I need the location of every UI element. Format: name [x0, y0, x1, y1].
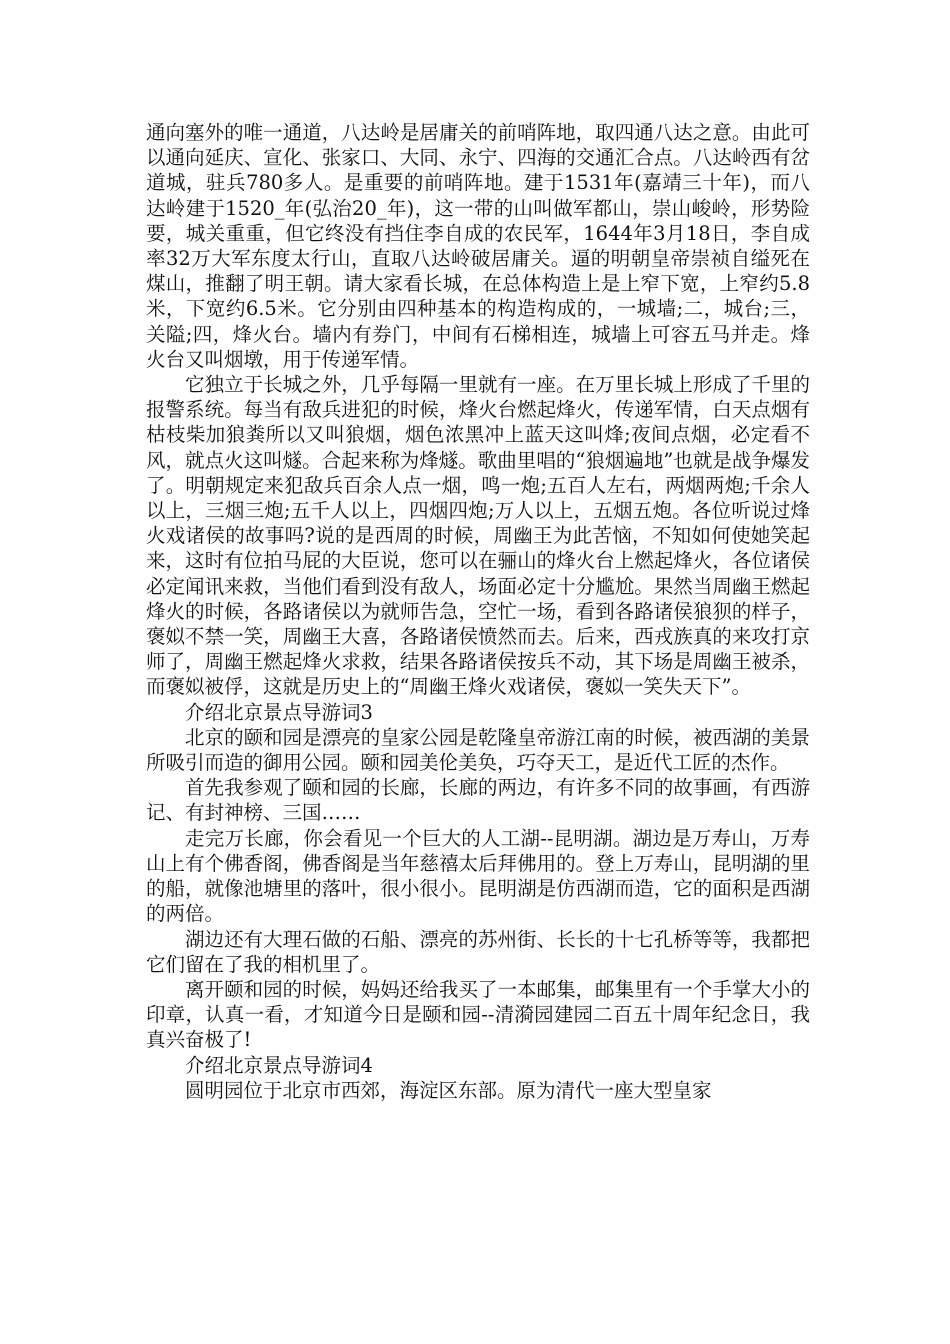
paragraph-yuanmingyuan: 圆明园位于北京市西郊，海淀区东部。原为清代一座大型皇家 — [185, 1078, 712, 1102]
paragraph-summer-palace-intro: 北京的颐和园是漂亮的皇家公园是乾隆皇帝游江南的时候，被西湖的美景所吸引而造的御用公园。颐和园美伦美奂，巧夺天工，是近代工匠的杰作。 — [146, 725, 810, 775]
document-page — [146, 120, 810, 1103]
paragraph-long-corridor: 首先我参观了颐和园的长廊，长廊的两边，有许多不同的故事画，有西游记、有封神榜、三国…… — [146, 776, 810, 825]
paragraph-marble-boat: 湖边还有大理石做的石船、漂亮的苏州街、长长的十七孔桥等等，我都把它们留在了我的相机里了。 — [146, 927, 810, 976]
section-heading-4: 介绍北京景点导游词4 — [185, 1053, 373, 1077]
paragraph-kunming-lake: 走完万长廊，你会看见一个巨大的人工湖--昆明湖。湖边是万寿山，万寿山上有个佛香阁，佛香阁是当年慈禧太后拜佛用的。登上万寿山，昆明湖的里的船，就像池塘里的落叶，很小很小。昆明湖是仿西湖而造，它的面积是西湖的两倍。 — [146, 826, 810, 926]
paragraph-stamp-album: 离开颐和园的时候，妈妈还给我买了一本邮集，邮集里有一个手掌大小的印章，认真一看，才知道今日是颐和园--清漪园建园二百五十周年纪念日，我真兴奋极了! — [146, 977, 810, 1052]
paragraph-great-wall-passes: 通向塞外的唯一通道，八达岭是居庸关的前哨阵地，取四通八达之意。由此可以通向延庆、宣化、张家口、大同、永宁、四海的交通汇合点。八达岭西有岔道城，驻兵780多人。是重要的前哨阵地。建于1531年(嘉靖三十年)，而八达岭建于1520_年(弘治20_年)，这一带的山叫做军都山，崇山峻岭，形势险要，城关重重，但它终没有挡住李自成的农民军，1644年3月18日，李自成率32万大军东度太行山，直取八达岭破居庸关。逼的明朝皇帝崇祯自缢死在煤山，推翻了明王朝。请大家看长城，在总体构造上是上窄下宽，上窄约5.8米，下宽约6.5米。它分别由四种基本的构造构成的，一城墙;二，城台;三，关隘;四，烽火台。墙内有券门，中间有石梯相连，城墙上可容五马并走。烽火台又叫烟墩，用于传递军情。 — [146, 121, 810, 371]
section-heading-3: 介绍北京景点导游词3 — [185, 700, 373, 724]
paragraph-beacon-towers: 它独立于长城之外，几乎每隔一里就有一座。在万里长城上形成了千里的报警系统。每当有敌兵进犯的时候，烽火台燃起烽火，传递军情，白天点烟有枯枝柴加狼粪所以又叫狼烟，烟色浓黑冲上蓝天这叫烽;夜间点烟，必定看不风，就点火这叫燧。合起来称为烽燧。歌曲里唱的“狼烟遍地”也就是战争爆发了。明朝规定来犯敌兵百余人点一烟，鸣一炮;五百人左右，两烟两炮;千余人以上，三烟三炮;五千人以上，四烟四炮;万人以上，五烟五炮。各位听说过烽火戏诸侯的故事吗?说的是西周的时候，周幽王为此苦恼，不知如何使她笑起来，这时有位拍马屁的大臣说，您可以在骊山的烽火台上燃起烽火，各位诸侯必定闻讯来救，当他们看到没有敌人，场面必定十分尴尬。果然当周幽王燃起烽火的时候，各路诸侯以为就师告急，空忙一场，看到各路诸侯狼狈的样子，褒姒不禁一笑，周幽王大喜，各路诸侯愤然而去。后来，西戎族真的来攻打京师了，周幽王燃起烽火求救，结果各路诸侯按兵不动，其下场是周幽王被杀，而褒姒被俘，这就是历史上的“周幽王烽火戏诸侯，褒姒一笑失天下”。 — [146, 373, 810, 699]
